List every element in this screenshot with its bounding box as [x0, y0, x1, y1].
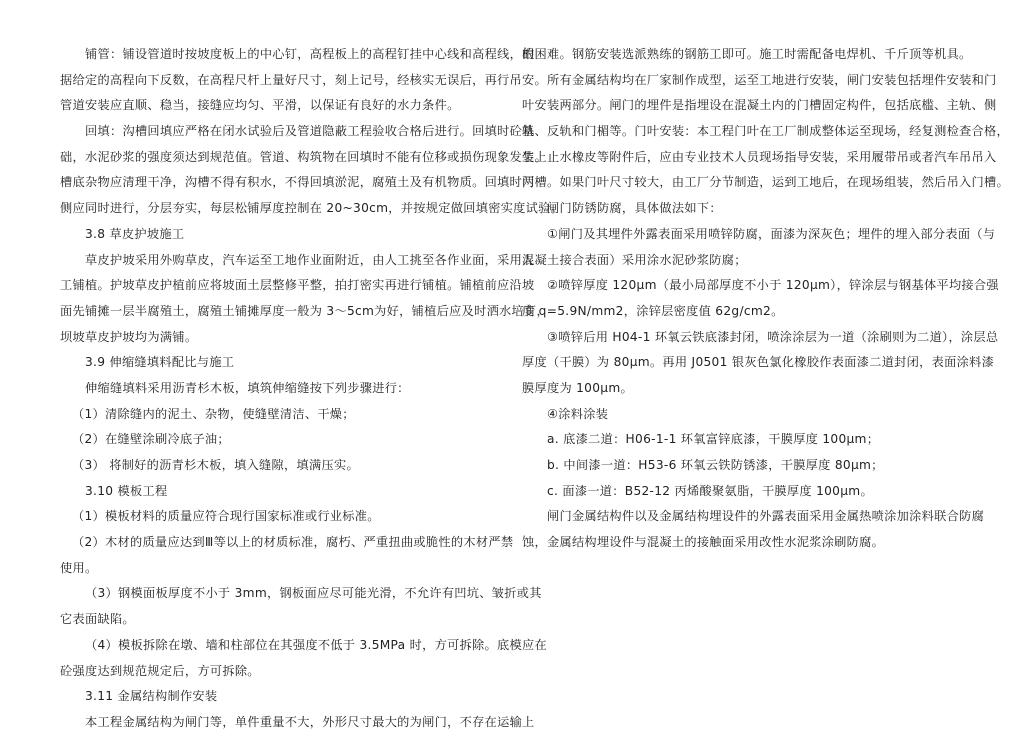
right-text-line: 蚀，金属结构埋设件与混凝土的接触面采用改性水泥浆涂刷防腐。: [522, 535, 885, 550]
left-text-line: 据给定的高程向下反数，在高程尺杆上量好尺寸，刻上记号，经核实无误后，再行吊安。: [60, 72, 548, 87]
left-text-line: 它表面缺陷。: [60, 612, 135, 627]
left-text-line: 3.11 金属结构制作安装: [85, 689, 218, 704]
left-text-line: 工铺植。护坡草皮护植前应将坡面土层整修平整，拍打密实再进行铺植。铺植前应沿坡: [60, 278, 535, 293]
left-text-line: 使用。: [60, 560, 98, 575]
left-text-line: 3.8 草皮护坡施工: [85, 226, 185, 241]
left-text-line: 砼强度达到规范规定后，方可拆除。: [60, 663, 260, 678]
right-text-line: 门槽。如果门叶尺寸较大，由工厂分节制造，运到工地后，在现场组装，然后吊入门槽。: [522, 175, 1010, 190]
left-text-line: 伸缩缝填料采用沥青杉木板，填筑伸缩缝按下列步骤进行：: [85, 380, 410, 395]
left-text-line: （3） 将制好的沥青杉木板，填入缝隙，填满压实。: [72, 458, 359, 472]
right-text-line: ④涂料涂装: [547, 406, 609, 421]
right-text-line: 装上止水橡皮等附件后，应由专业技术人员现场指导安装，采用履带吊或者汽车吊吊入: [522, 149, 997, 164]
left-text-line: 本工程金属结构为闸门等，单件重量不大，外形尺寸最大的为闸门，不存在运输上: [85, 714, 535, 729]
right-text-line: 厚度（干膜）为 80μm。再用 J0501 银灰色氯化橡胶作表面漆二道封闭，表面涂料漆: [522, 355, 995, 370]
left-text-line: 草皮护坡采用外购草皮，汽车运至工地作业面附近，由人工挑至各作业面，采用人: [85, 252, 535, 267]
left-text-line: 管道安装应直顺、稳当，接缝应均匀、平滑，以保证有良好的水力条件。: [60, 98, 460, 113]
right-text-line: a. 底漆二道：H06-1-1 环氧富锌底漆，干膜厚度 100μm；: [547, 432, 880, 447]
left-text-line: （1）清除缝内的泥土、杂物，使缝壁清洁、干燥；: [72, 406, 355, 421]
right-text-line: 叶安装两部分。闸门的埋件是指埋设在混凝土内的门槽固定构件，包括底槛、主轨、侧: [522, 98, 997, 113]
right-text-line: c. 面漆一道：B52-12 丙烯酸聚氨脂，干膜厚度 100μm。: [547, 483, 873, 498]
left-text-line: 础，水泥砂浆的强度须达到规范值。管道、构筑物在回填时不能有位移或损伤现象发生。: [60, 149, 548, 164]
right-text-line: ①闸门及其埋件外露表面采用喷锌防腐，面漆为深灰色；埋件的埋入部分表面（与: [547, 226, 996, 241]
right-text-line: 闸门金属结构件以及金属结构埋设件的外露表面采用金属热喷涂加涂料联合防腐: [547, 509, 985, 524]
left-text-line: 面先铺摊一层半腐殖土，腐殖土铺摊厚度一般为 3～5cm为好，铺植后应及时洒水培育，: [60, 303, 550, 318]
right-text-line: 闸门防锈防腐，具体做法如下：: [547, 201, 722, 216]
left-text-line: （4）模板拆除在墩、墙和柱部位在其强度不低于 3.5MPa 时，方可拆除。底模应在: [85, 637, 547, 652]
left-text-line: （1）模板材料的质量应符合现行国家标准或行业标准。: [72, 509, 380, 524]
left-text-line: （2）木材的质量应达到Ⅲ等以上的材质标准，腐朽、严重扭曲或脆性的木材严禁: [72, 535, 514, 550]
left-text-line: （2）在缝壁涂刷冷底子油；: [72, 432, 230, 447]
left-text-line: 坝坡草皮护坡均为满铺。: [60, 329, 198, 344]
right-text-line: b. 中间漆一道：H53-6 环氧云铁防锈漆，干膜厚度 80μm；: [547, 458, 884, 472]
right-text-line: 膜厚度为 100μm。: [522, 380, 633, 395]
right-column: [522, 42, 1010, 556]
left-text-line: 回填：沟槽回填应严格在闭水试验后及管道隐蔽工程验收合格后进行。回填时砼基: [85, 124, 535, 139]
left-text-line: 3.10 模板工程: [85, 483, 168, 498]
right-text-line: 所有金属结构均在厂家制作成型，运至工地进行安装，闸门安装包括埋件安装和门: [547, 72, 997, 87]
left-text-line: 3.9 伸缩缝填料配比与施工: [85, 355, 235, 370]
left-text-line: 侧应同时进行，分层夯实，每层松铺厚度控制在 20~30cm，并按规定做回填密实度试验。: [60, 201, 564, 216]
left-text-line: 铺管：铺设管道时按坡度板上的中心钉，高程板上的高程钉挂中心线和高程线，根: [85, 47, 535, 61]
left-text-line: （3）钢模面板厚度不小于 3mm，钢板面应尽可能光滑，不允许有凹坑、皱折或其: [85, 586, 542, 601]
right-text-line: ③喷锌后用 H04-1 环氧云铁底漆封闭，喷涂涂层为一道（涂刷则为二道），涂层总: [547, 329, 999, 344]
right-text-line: ②喷锌厚度 120μm（最小局部厚度不小于 120μm），锌涂层与钢基体平均接合强: [547, 278, 999, 293]
right-text-line: 的困难。钢筋安装选派熟练的钢筋工即可。施工时需配备电焊机、千斤顶等机具。: [522, 47, 972, 61]
right-text-line: 度 q=5.9N/mm2，涂锌层密度值 62g/cm2。: [522, 303, 784, 318]
left-text-line: 槽底杂物应清理干净，沟槽不得有积水，不得回填淤泥，腐殖土及有机物质。回填时两: [60, 175, 535, 190]
right-text-line: 轨、反轨和门楣等。门叶安装：本工程门叶在工厂制成整体运至现场，经复测检查合格，: [522, 124, 1010, 139]
left-column: [60, 42, 564, 736]
right-text-line: 混凝土接合表面）采用涂水泥砂浆防腐；: [522, 252, 747, 267]
